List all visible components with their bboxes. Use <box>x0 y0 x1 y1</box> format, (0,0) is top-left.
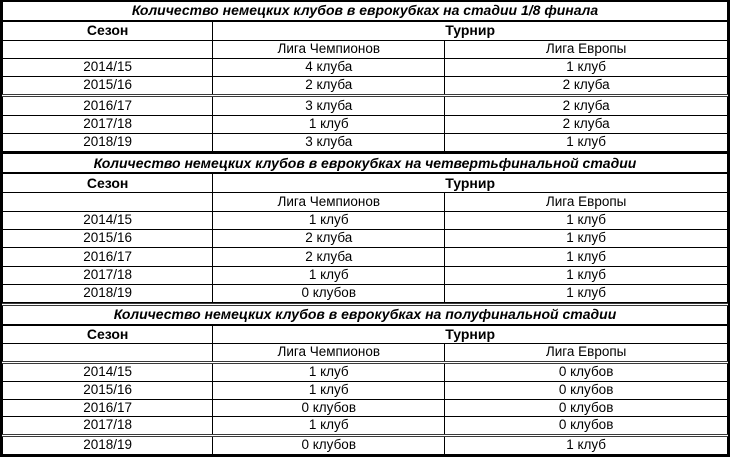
empty-cell <box>3 344 213 363</box>
champions-league-cell: 1 клуб <box>213 381 445 399</box>
champions-league-cell: 2 клуба <box>213 248 445 266</box>
champions-league-cell: 0 клубов <box>213 399 445 417</box>
table-round-of-16 <box>2 2 728 152</box>
season-cell: 2015/16 <box>3 229 213 247</box>
empty-cell <box>3 193 213 211</box>
champions-league-cell: 3 клуба <box>213 133 445 151</box>
table-row <box>3 266 728 284</box>
champions-league-cell: 1 клуб <box>213 115 445 133</box>
europa-league-cell: 1 клуб <box>445 229 728 247</box>
table-title: Количество немецких клубов в еврокубках на стадии 1/8 финала <box>3 2 728 21</box>
tournament-column-header: Турнир <box>213 173 728 193</box>
season-cell: 2018/19 <box>3 133 213 151</box>
season-cell: 2017/18 <box>3 115 213 133</box>
season-cell: 2014/15 <box>3 363 213 382</box>
table-row <box>3 248 728 266</box>
europa-league-cell: 1 клуб <box>445 266 728 284</box>
europa-league-cell: 2 клуба <box>445 96 728 115</box>
table-row <box>3 284 728 302</box>
champions-league-header: Лига Чемпионов <box>213 193 445 211</box>
season-cell: 2017/18 <box>3 266 213 284</box>
table-row <box>3 211 728 229</box>
season-cell: 2016/17 <box>3 399 213 417</box>
champions-league-cell: 0 клубов <box>213 436 445 455</box>
europa-league-cell: 1 клуб <box>445 436 728 455</box>
table-header-row <box>3 21 728 40</box>
table-semi-finals <box>2 303 728 455</box>
table-row <box>3 96 728 115</box>
champions-league-cell: 1 клуб <box>213 363 445 382</box>
season-cell: 2014/15 <box>3 211 213 229</box>
table-row <box>3 115 728 133</box>
europa-league-cell: 1 клуб <box>445 58 728 76</box>
season-column-header: Сезон <box>3 325 213 344</box>
season-column-header: Сезон <box>3 173 213 193</box>
champions-league-cell: 2 клуба <box>213 77 445 96</box>
table-subheader-row <box>3 344 728 363</box>
table-row <box>3 436 728 455</box>
europa-league-header: Лига Европы <box>445 193 728 211</box>
champions-league-cell: 1 клуб <box>213 417 445 436</box>
table-subheader-row <box>3 40 728 58</box>
tournament-column-header: Турнир <box>213 325 728 344</box>
tournament-column-header: Турнир <box>213 21 728 40</box>
season-cell: 2017/18 <box>3 417 213 436</box>
champions-league-header: Лига Чемпионов <box>213 40 445 58</box>
table-row <box>3 133 728 151</box>
champions-league-cell: 3 клуба <box>213 96 445 115</box>
europa-league-cell: 0 клубов <box>445 363 728 382</box>
europa-league-cell: 0 клубов <box>445 381 728 399</box>
europa-league-cell: 2 клуба <box>445 115 728 133</box>
europa-league-cell: 0 клубов <box>445 399 728 417</box>
champions-league-cell: 2 клуба <box>213 229 445 247</box>
table-row <box>3 363 728 382</box>
table-quarter-finals <box>2 152 728 303</box>
champions-league-cell: 0 клубов <box>213 284 445 302</box>
europa-league-cell: 1 клуб <box>445 284 728 302</box>
empty-cell <box>3 40 213 58</box>
season-cell: 2014/15 <box>3 58 213 76</box>
champions-league-cell: 1 клуб <box>213 211 445 229</box>
europa-league-cell: 2 клуба <box>445 77 728 96</box>
champions-league-cell: 4 клуба <box>213 58 445 76</box>
table-row <box>3 381 728 399</box>
champions-league-header: Лига Чемпионов <box>213 344 445 363</box>
table-row <box>3 399 728 417</box>
europa-league-cell: 1 клуб <box>445 133 728 151</box>
season-cell: 2016/17 <box>3 248 213 266</box>
season-cell: 2018/19 <box>3 284 213 302</box>
table-title-row <box>3 153 728 173</box>
season-cell: 2015/16 <box>3 77 213 96</box>
table-header-row <box>3 325 728 344</box>
season-cell: 2015/16 <box>3 381 213 399</box>
season-column-header: Сезон <box>3 21 213 40</box>
europa-league-header: Лига Европы <box>445 344 728 363</box>
table-subheader-row <box>3 193 728 211</box>
europa-league-cell: 1 клуб <box>445 211 728 229</box>
table-title: Количество немецких клубов в еврокубках на полуфинальной стадии <box>3 305 728 325</box>
champions-league-cell: 1 клуб <box>213 266 445 284</box>
table-row <box>3 77 728 96</box>
europa-league-header: Лига Европы <box>445 40 728 58</box>
season-cell: 2018/19 <box>3 436 213 455</box>
table-row <box>3 229 728 247</box>
table-row <box>3 417 728 436</box>
table-title: Количество немецких клубов в еврокубках на четвертьфинальной стадии <box>3 153 728 173</box>
europa-league-cell: 1 клуб <box>445 248 728 266</box>
europa-league-cell: 0 клубов <box>445 417 728 436</box>
season-cell: 2016/17 <box>3 96 213 115</box>
table-header-row <box>3 173 728 193</box>
table-title-row <box>3 305 728 325</box>
table-row <box>3 58 728 76</box>
table-title-row <box>3 2 728 21</box>
